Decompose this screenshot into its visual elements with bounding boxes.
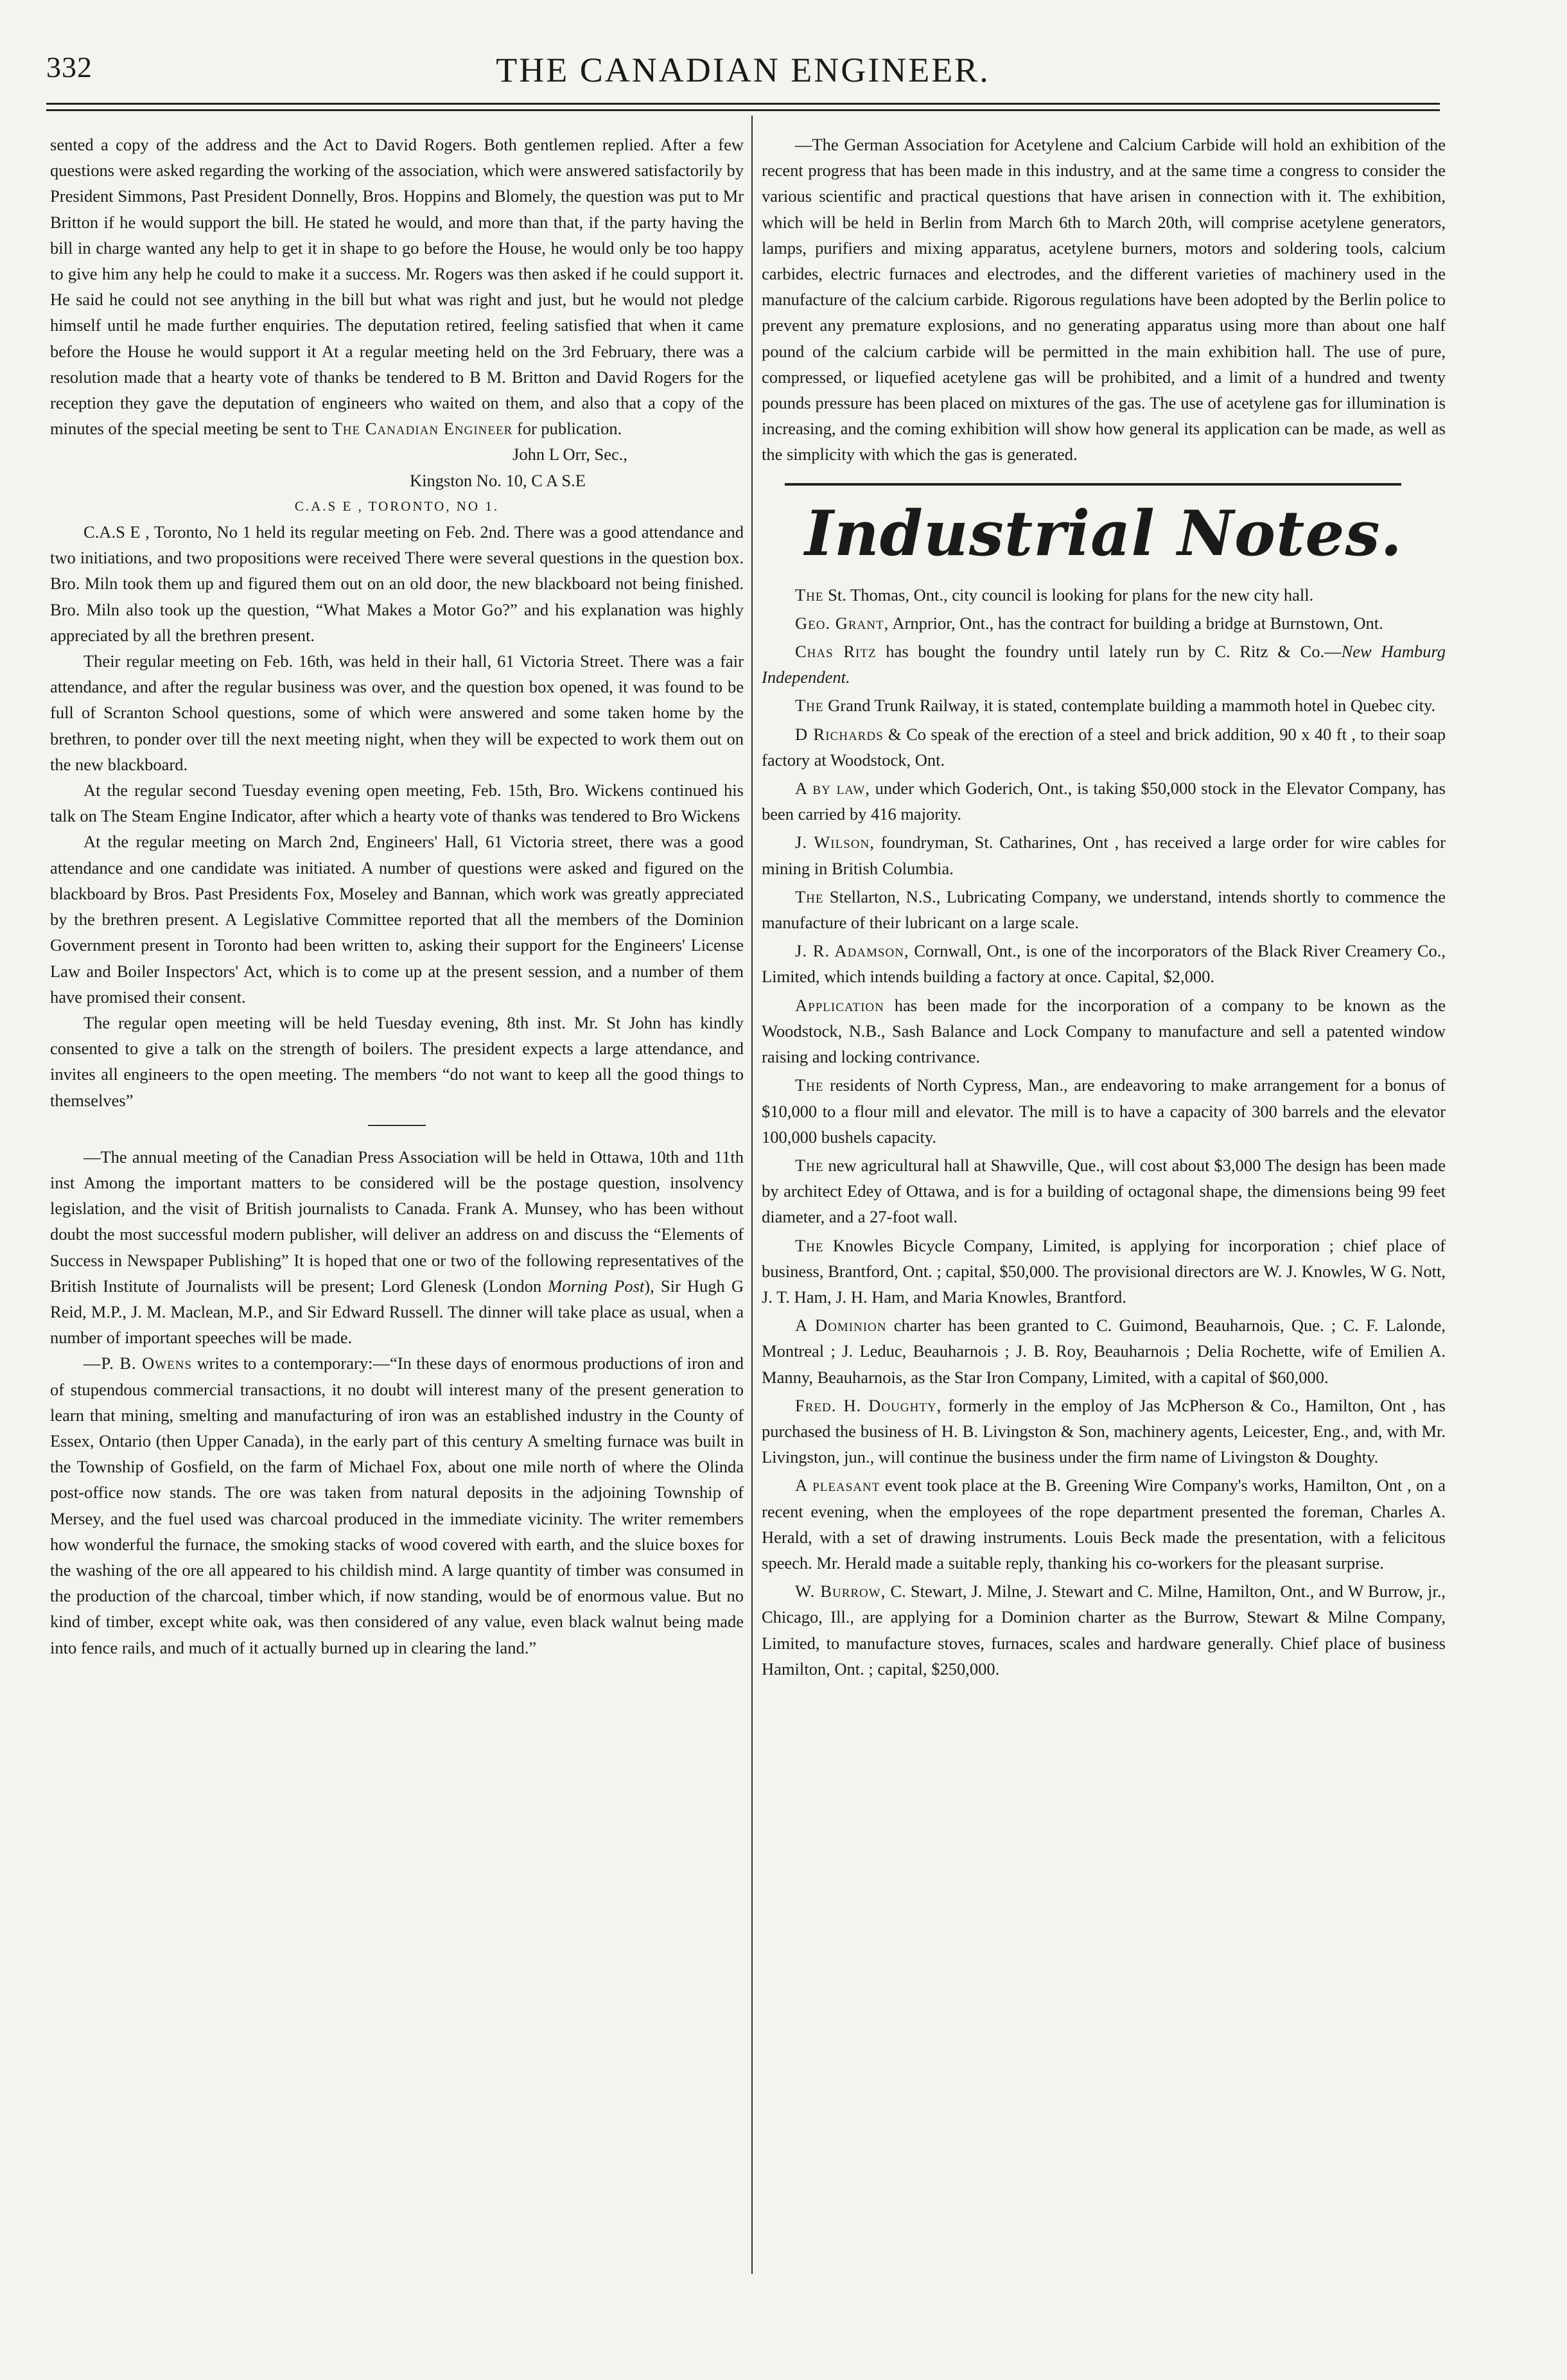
note-lead: Fred. H. Doughty, bbox=[795, 1395, 942, 1415]
note-lead: A Dominion bbox=[795, 1316, 887, 1335]
journal-name-inline: The Canadian Engineer bbox=[331, 419, 513, 439]
note-text: new agricultural hall at Shawville, Que., will cost about $3,000 The design has been made by architect Edey of Ottawa, and is for a building of octagonal shape, the dimensions being 99 feet diameter, and a 27-foot wall. bbox=[762, 1155, 1446, 1227]
note-text: formerly in the employ of Jas McPherson & Co., Hamilton, Ont , has purchased the business of H. B. Livingston & Son, machinery agents, Leicester, Eng., and, with Mr. Livingston, jun., will continue the business under the firm name of Livingston & Doughty. bbox=[762, 1395, 1446, 1467]
industrial-note bbox=[762, 1472, 1446, 1576]
note-text: Knowles Bicycle Company, Limited, is applying for incorporation ; chief place of business, Brantford, Ont. ; capital, $50,000. The provisional directors are W. J. Knowles, W G. Nott, J. T. Ham, J. H. Ham, and Maria Knowles, Brantford. bbox=[762, 1235, 1446, 1307]
article-paragraph: At the regular second Tuesday evening open meeting, Feb. 15th, Bro. Wickens continued his talk on The Steam Engine Indicator, after which a hearty vote of thanks was tendered to Bro Wickens bbox=[50, 780, 744, 826]
note-lead: J. Wilson, bbox=[795, 833, 875, 852]
note-text: foundryman, St. Catharines, Ont , has received a large order for wire cables for mining in British Columbia. bbox=[762, 833, 1446, 878]
note-text: event took place at the B. Greening Wire Company's works, Hamilton, Ont , on a recent evening, when the employees of the rope department presented the foreman, Charles A. Herald, with a set of drawing instruments. Louis Beck made the presentation, with a felicitous speech. Mr. Herald made a suitable reply, thanking his co-workers for the pleasant surprise. bbox=[762, 1476, 1446, 1573]
industrial-note bbox=[762, 1152, 1446, 1230]
industrial-note bbox=[762, 829, 1446, 881]
newspaper-name-inline: Morning Post bbox=[548, 1276, 645, 1296]
section-title: Industrial Notes. bbox=[805, 497, 1403, 570]
article-paragraph: At the regular meeting on March 2nd, Engineers' Hall, 61 Victoria street, there was a good attendance and one candidate was initiated. A number of questions were asked and figured on the blackboard by Bros. Past Presidents Fox, Moseley and Bannan, which work was greatly appreciated by the brethren present. A Legislative Committee reported that all the members of the Dominion Government present in Toronto had been written to, asking their support for the Engineers' License Law and Boiler Inspectors' Act, which is to come up at the present session, and a number of them have promised their consent. bbox=[50, 832, 744, 1007]
industrial-note bbox=[762, 992, 1446, 1070]
article-paragraph: —P. B. Owens writes to a contemporary:—“In these days of enormous productions of iron and of stupendous commercial transactions, it no doubt will interest many of the present generation to learn that mining, smelting and manufacturing of iron was an established industry in the County of Essex, Ontario (then Upper Canada), in the early part of this century A smelting furnace was built in the Township of Gosfield, on the farm of Michael Fox, about one mile north of where the Olinda post-office now stands. The ore was taken from natural deposits in the adjoining Township of Mersey, and the fuel used was charcoal produced in the immediate vicinity. The writer remembers how wonderful the furnace, the smoking stacks of wood covered with earth, and the sluice boxes for the washing of the ore all appeared to his childish mind. A large quantity of timber was consumed in the production of the charcoal, timber which, if now standing, would be of enormous value. But no kind of timber, except white oak, was then considered of any value, even black walnut being made into fence rails, and much of it actually burned up in clearing the land.” bbox=[50, 1353, 744, 1657]
signature-name: John L Orr, Sec., bbox=[512, 445, 628, 464]
paragraph-lead: —P. B. Owens bbox=[83, 1353, 193, 1373]
note-text: charter has been granted to C. Guimond, Beauharnois, Que. ; C. F. Lalonde, Montreal ; J. Leduc, Beauharnois ; J. B. Roy, Beauharnois ; Delia Rochette, wife of Emilien A. Manny, Beauharnois, as the Star Iron Company, Limited, with a capital of $60,000. bbox=[762, 1316, 1446, 1387]
header-rule-bottom bbox=[46, 109, 1440, 111]
left-column bbox=[50, 132, 744, 1661]
note-lead: The bbox=[795, 696, 824, 716]
note-text: St. Thomas, Ont., city council is looking for plans for the new city hall. bbox=[823, 585, 1314, 604]
industrial-note bbox=[762, 938, 1446, 989]
note-lead: The bbox=[795, 1075, 824, 1095]
industrial-note bbox=[762, 775, 1446, 827]
note-lead: The bbox=[795, 1155, 824, 1175]
industrial-note bbox=[762, 610, 1446, 636]
article-paragraph: —The annual meeting of the Canadian Press Association will be held in Ottawa, 10th and 11th inst Among the important matters to be considered will be the postage question, insolvency legislation, and the visit of British journalists to Canada. Frank A. Munsey, who has been without doubt the most successful modern publisher, will deliver an address on and discuss the “Elements of Success in Newspaper Publishing” It is hoped that one or two of the following representatives of the British Institute of Journalists will be present; Lord Glenesk (London Morning Post), Sir Hugh G Reid, M.P., J. M. Maclean, M.P., and Sir Edward Russell. The dinner will take place as usual, when a number of important speeches will be made. bbox=[50, 1147, 744, 1348]
article-paragraph: sented a copy of the address and the Act to David Rogers. Both gentlemen replied. After a few questions were asked regarding the working of the association, which were answered satisfactorily by President Simmons, Past President Donnelly, Bros. Hoppins and Blomely, the question was put to Mr Britton if he would support the bill. He stated he would, and more than that, if the party having the bill in charge wanted any help to get it in shape to go before the House, he would only be too happy to give him any help he could to make it a success. Mr. Rogers was then asked if he could support it. He said he could not see anything in the bill but what was right and just, but he would not pledge himself until he made further enquiries. The deputation retired, feeling satisfied that when it came before the House he would support it At a regular meeting held on the 3rd February, there was a resolution made that a hearty vote of thanks be tendered to B M. Britton and David Rogers for the reception they gave the deputation of engineers who waited on them, and also that a copy of the minutes of the special meeting be sent to The Canadian Engineer for publication. bbox=[50, 135, 744, 439]
note-text: under which Goderich, Ont., is taking $50,000 stock in the Elevator Company, has been carried by 416 majority. bbox=[762, 779, 1446, 824]
note-lead: D Richards bbox=[795, 724, 884, 744]
industrial-note bbox=[762, 721, 1446, 773]
journal-title: THE CANADIAN ENGINEER. bbox=[496, 51, 990, 89]
article-separator bbox=[368, 1125, 426, 1126]
article-paragraph: —The German Association for Acetylene and Calcium Carbide will hold an exhibition of the recent progress that has been made in this industry, and at the same time a congress to consider the various scientific and practical questions that have arisen in connection with it. The exhibition, which will be held in Berlin from March 6th to March 20th, will comprise acetylene generators, lamps, purifiers and mixing apparatus, acetylene burners, motors and soldering tools, calcium carbides, electric furnaces and electrodes, and the different varieties of machinery used in the manufacture of the calcium carbide. Rigorous regulations have been adopted by the Berlin police to prevent any premature explosions, and no generating apparatus using more than about one half pound of the calcium carbide will be permitted in the main exhibition hall. The use of pure, compressed, or liquefied acetylene gas will be prohibited, and a limit of a hundred and twenty pounds pressure has been placed on mixtures of the gas. The use of acetylene gas for illumination is increasing, and the coming exhibition will show how general its application can be made, as well as the simplicity with which the gas is generated. bbox=[762, 135, 1446, 464]
article-paragraph: The regular open meeting will be held Tuesday evening, 8th inst. Mr. St John has kindly consented to give a talk on the strength of boilers. The president expects a large attendance, and invites all engineers to the open meeting. The members “do not want to keep all the good things to themselves” bbox=[50, 1012, 744, 1110]
note-text: & Co speak of the erection of a steel and brick addition, 90 x 40 ft , to their soap factory at Woodstock, Ont. bbox=[762, 724, 1446, 770]
page-number: 332 bbox=[46, 51, 92, 84]
note-text: Cornwall, Ont., is one of the incorporators of the Black River Creamery Co., Limited, which intends building a factory at once. Capital, $2,000. bbox=[762, 941, 1446, 987]
note-text: Grand Trunk Railway, it is stated, contemplate building a mammoth hotel in Quebec city. bbox=[823, 696, 1436, 716]
right-column bbox=[762, 132, 1446, 1684]
note-lead: Application bbox=[795, 995, 884, 1015]
industrial-note bbox=[762, 639, 1446, 690]
column-divider bbox=[751, 116, 753, 2274]
note-text: residents of North Cypress, Man., are endeavoring to make arrangement for a bonus of $10,000 to a flour mill and elevator. The mill is to have a capacity of 300 barrels and the elevator 100,000 bushels capacity. bbox=[762, 1075, 1446, 1147]
note-text: Arnprior, Ont., has the contract for building a bridge at Burnstown, Ont. bbox=[889, 613, 1383, 633]
industrial-note bbox=[762, 884, 1446, 935]
industrial-notes-list bbox=[762, 582, 1446, 1682]
note-lead: A by law, bbox=[795, 779, 870, 798]
industrial-note bbox=[762, 692, 1446, 718]
note-lead: J. R. Adamson, bbox=[795, 941, 909, 961]
industrial-note bbox=[762, 1393, 1446, 1470]
note-text: Stellarton, N.S., Lubricating Company, we understand, intends shortly to commence the manufacture of their lubricant on a large scale. bbox=[762, 886, 1446, 933]
note-text: has bought the foundry until lately run by C. Ritz & Co.— bbox=[876, 642, 1342, 662]
article-paragraph: C.A.S E , Toronto, No 1 held its regular meeting on Feb. 2nd. There was a good attendance and two initiations, and two propositions were received There were several questions in the question box. Bro. Miln took them up and figured them out on an old door, the new blackboard not being finished. Bro. Miln also took up the question, “What Makes a Motor Go?” and his explanation was highly appreciated by all the brethren present. bbox=[50, 522, 744, 645]
note-lead: The bbox=[795, 585, 824, 604]
industrial-note bbox=[762, 582, 1446, 608]
section-subhead: C.A.S E , TORONTO, NO 1. bbox=[294, 498, 500, 514]
note-lead: A pleasant bbox=[795, 1476, 880, 1495]
note-lead: W. Burrow, bbox=[795, 1582, 886, 1601]
note-lead: Geo. Grant, bbox=[795, 613, 889, 633]
industrial-note bbox=[762, 1072, 1446, 1150]
article-paragraph: Their regular meeting on Feb. 16th, was held in their hall, 61 Victoria Street. There was a fair attendance, and after the regular business was over, and the question box opened, it was found to be full of Scranton School questions, some of which were answered and some taken home by the brethren, to ponder over till the next meeting night, when they will be expected to work them out on the new blackboard. bbox=[50, 651, 744, 774]
note-text: has been made for the incorporation of a company to be known as the Woodstock, N.B., Sash Balance and Lock Company to manufacture and sell a patented window raising and locking contrivance. bbox=[762, 995, 1446, 1067]
note-source: New Hamburg Independent. bbox=[762, 642, 1446, 687]
industrial-note bbox=[762, 1312, 1446, 1390]
note-lead: Chas Ritz bbox=[795, 642, 877, 662]
note-lead: The bbox=[795, 886, 824, 906]
page-header bbox=[46, 50, 1440, 89]
industrial-note bbox=[762, 1578, 1446, 1682]
note-lead: The bbox=[795, 1235, 824, 1255]
header-rule-top bbox=[46, 103, 1440, 105]
signature-lodge: Kingston No. 10, C A S.E bbox=[410, 470, 586, 490]
industrial-note bbox=[762, 1233, 1446, 1310]
note-text: C. Stewart, J. Milne, J. Stewart and C. Milne, Hamilton, Ont., and W Burrow, jr., Chicago, Ill., are applying for a Dominion charter as the Burrow, Stewart & Milne Company, Limited, to manufacture stoves, furnaces, scales and hardware generally. Chief place of business Hamilton, Ont. ; capital, $250,000. bbox=[762, 1582, 1446, 1679]
